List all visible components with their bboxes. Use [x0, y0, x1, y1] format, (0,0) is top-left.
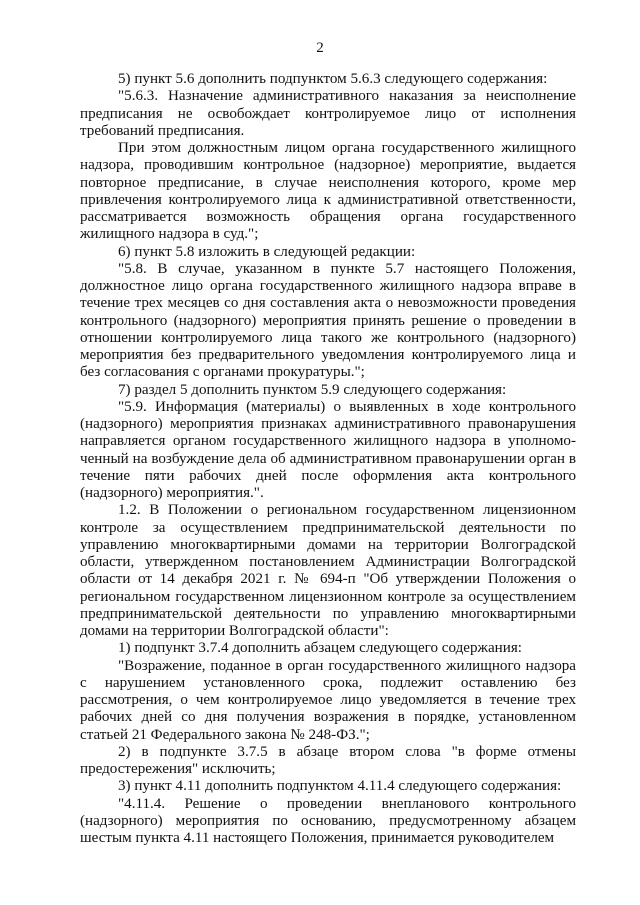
paragraph: "4.11.4. Решение о проведении внепланового контрольного (надзорного) мероприятия по основанию, предусмотренному абзацем шестым пункта 4.11 настоящего Положения, принимается руководителем	[80, 795, 576, 846]
paragraph: При этом должностным лицом органа государственного жилищного надзора, проводившим контрольное (надзорное) мероприятие, выдается повторное предписание, в случае неисполнения которого, кроме мер привлечения контролируемого лица к административной ответственности, рассматривается возможность обращения органа государственного жилищного надзора в суд.";	[80, 140, 576, 243]
paragraph: 5) пункт 5.6 дополнить подпунктом 5.6.3 следующего содержания:	[118, 71, 548, 87]
paragraph: "5.6.3. Назначение административного наказания за неисполнение предписания не освобождает контролируемое лицо от исполнения требований предписания.	[80, 88, 576, 139]
paragraph: "Возражение, поданное в орган государственного жилищного надзора с нарушением установленного срока, подлежит оставлению без рассмотрения, о чем контролируемое лицо уведомляется в течение трех рабочих дней со дня получения возражения в порядке, установленном статьей 21 Федерального закона № 248-ФЗ.";	[80, 657, 576, 743]
paragraph: "5.8. В случае, указанном в пункте 5.7 настоящего Положения, должностное лицо органа государственного жилищного надзора вправе в течение трех месяцев со дня составления акта о невозможности проведения контрольного (надзорного) мероприятия принять решение о проведении в отношении контролируемого лица такого же контрольного (надзорного) мероприятия без предварительного уведомления контролируемого лица и без согласования с органами прокуратуры.";	[80, 260, 576, 381]
paragraph: "5.9. Информация (материалы) о выявленных в ходе контрольного (надзорного) мероприятия признаках административного правонарушения направляется органом государственного жилищного надзора в уполномоченный на возбуждение дела об административном правонарушении орган в течение пяти рабочих дней после оформления акта контрольного (надзорного) мероприятия.".	[80, 398, 576, 501]
paragraph: 3) пункт 4.11 дополнить подпунктом 4.11.4 следующего содержания:	[118, 778, 562, 795]
paragraph: 6) пункт 5.8 изложить в следующей редакции:	[118, 243, 416, 260]
paragraph: 1) подпункт 3.7.4 дополнить абзацем следующего содержания:	[118, 640, 522, 657]
page-number: 2	[316, 40, 324, 56]
paragraph: 1.2. В Положении о региональном государственном лицензионном контроле за осуществлением предпринимательской деятельности по управлению многоквартирными домами на территории Волгоградской области, утвержденном постановлением Администрации Волгоградской области от 14 декабря 2021 г. № 694-п "Об утверждении Положения о региональном государственном лицензионном контроле за осуществлением предпринимательской деятельности по управлению многоквартирными домами на территории Волгоградской области":	[80, 502, 576, 639]
paragraph: 7) раздел 5 дополнить пунктом 5.9 следующего содержания:	[118, 381, 507, 398]
document-body	[80, 71, 576, 847]
paragraph: 2) в подпункте 3.7.5 в абзаце втором слова "в форме отмены предостережения" исключить;	[80, 743, 576, 777]
